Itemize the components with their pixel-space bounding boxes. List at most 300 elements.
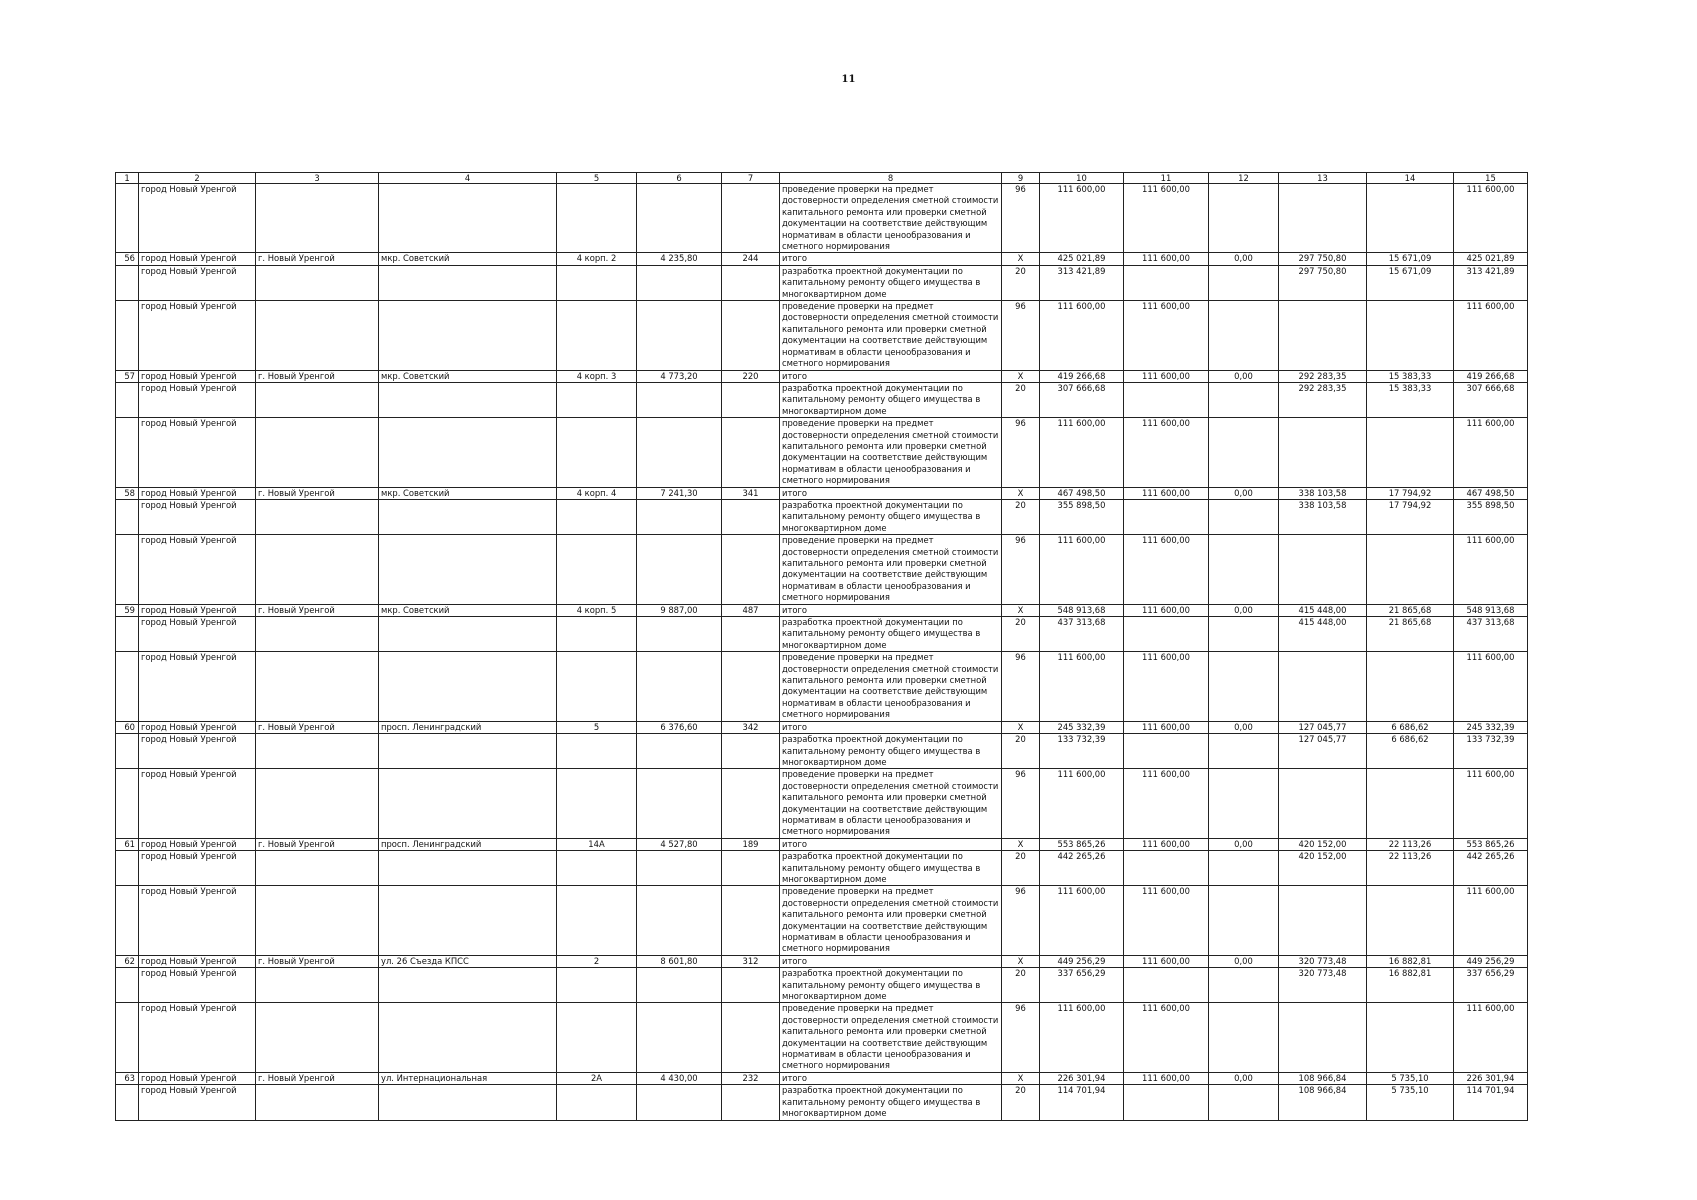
row-number-cell: 62 bbox=[116, 955, 139, 967]
area-cell bbox=[637, 301, 722, 370]
area-cell bbox=[637, 617, 722, 652]
street-cell bbox=[379, 265, 557, 300]
area-cell bbox=[637, 499, 722, 534]
amount-12-cell bbox=[1209, 1003, 1279, 1072]
amount-11-cell bbox=[1124, 499, 1209, 534]
amount-11-cell: 111 600,00 bbox=[1124, 1072, 1209, 1084]
amount-13-cell: 338 103,58 bbox=[1279, 499, 1367, 534]
table-row-detail bbox=[116, 851, 1528, 886]
amount-11-cell: 111 600,00 bbox=[1124, 769, 1209, 838]
row-number-cell: 63 bbox=[116, 1072, 139, 1084]
code-cell: X bbox=[1002, 253, 1040, 265]
street-cell bbox=[379, 301, 557, 370]
area-cell: 4 430,00 bbox=[637, 1072, 722, 1084]
amount-13-cell: 297 750,80 bbox=[1279, 253, 1367, 265]
area-cell bbox=[637, 535, 722, 604]
row-number-cell: 60 bbox=[116, 721, 139, 733]
total-cost-cell: 111 600,00 bbox=[1040, 886, 1124, 955]
locality-cell bbox=[256, 617, 379, 652]
locality-cell bbox=[256, 499, 379, 534]
locality-cell bbox=[256, 652, 379, 721]
table-row-total bbox=[116, 1072, 1528, 1084]
amount-13-cell: 108 966,84 bbox=[1279, 1072, 1367, 1084]
amount-15-cell: 245 332,39 bbox=[1454, 721, 1528, 733]
work-type-cell: разработка проектной документации по капитальному ремонту общего имущества в многоквартирном доме bbox=[780, 382, 1002, 417]
municipality-cell: город Новый Уренгой bbox=[139, 370, 256, 382]
area-cell bbox=[637, 851, 722, 886]
amount-12-cell bbox=[1209, 734, 1279, 769]
locality-cell bbox=[256, 851, 379, 886]
amount-12-cell bbox=[1209, 265, 1279, 300]
total-cost-cell: 111 600,00 bbox=[1040, 1003, 1124, 1072]
amount-11-cell: 111 600,00 bbox=[1124, 604, 1209, 616]
total-cost-cell: 337 656,29 bbox=[1040, 968, 1124, 1003]
code-cell: 96 bbox=[1002, 184, 1040, 253]
municipality-cell: город Новый Уренгой bbox=[139, 734, 256, 769]
amount-14-cell bbox=[1367, 418, 1454, 487]
col-header-3: 3 bbox=[256, 173, 379, 184]
amount-15-cell: 114 701,94 bbox=[1454, 1085, 1528, 1120]
amount-15-cell: 111 600,00 bbox=[1454, 886, 1528, 955]
locality-cell bbox=[256, 1003, 379, 1072]
amount-14-cell: 6 686,62 bbox=[1367, 734, 1454, 769]
amount-13-cell: 420 152,00 bbox=[1279, 838, 1367, 850]
amount-15-cell: 111 600,00 bbox=[1454, 301, 1528, 370]
amount-12-cell bbox=[1209, 535, 1279, 604]
area-cell bbox=[637, 968, 722, 1003]
amount-12-cell: 0,00 bbox=[1209, 604, 1279, 616]
col-header-13: 13 bbox=[1279, 173, 1367, 184]
total-cost-cell: 419 266,68 bbox=[1040, 370, 1124, 382]
work-type-cell: итого bbox=[780, 838, 1002, 850]
street-cell bbox=[379, 968, 557, 1003]
amount-15-cell: 111 600,00 bbox=[1454, 184, 1528, 253]
work-type-cell: проведение проверки на предмет достоверности определения сметной стоимости капитального ремонта или проверки сметной документации на соответствие действующим нормативам в области ценообразования и сметного нормирования bbox=[780, 769, 1002, 838]
table-row-detail bbox=[116, 535, 1528, 604]
row-number-cell bbox=[116, 734, 139, 769]
code-cell: 20 bbox=[1002, 382, 1040, 417]
amount-15-cell: 111 600,00 bbox=[1454, 652, 1528, 721]
amount-12-cell bbox=[1209, 418, 1279, 487]
locality-cell: г. Новый Уренгой bbox=[256, 721, 379, 733]
col-header-8: 8 bbox=[780, 173, 1002, 184]
amount-13-cell bbox=[1279, 418, 1367, 487]
municipality-cell: город Новый Уренгой bbox=[139, 886, 256, 955]
row-number-cell bbox=[116, 265, 139, 300]
amount-13-cell: 297 750,80 bbox=[1279, 265, 1367, 300]
municipality-cell: город Новый Уренгой bbox=[139, 184, 256, 253]
municipality-cell: город Новый Уренгой bbox=[139, 1085, 256, 1120]
amount-14-cell bbox=[1367, 769, 1454, 838]
residents-cell bbox=[722, 499, 780, 534]
locality-cell: г. Новый Уренгой bbox=[256, 604, 379, 616]
residents-cell bbox=[722, 617, 780, 652]
table-row-total bbox=[116, 838, 1528, 850]
street-cell bbox=[379, 1003, 557, 1072]
area-cell bbox=[637, 734, 722, 769]
street-cell: ул. Интернациональная bbox=[379, 1072, 557, 1084]
amount-15-cell: 313 421,89 bbox=[1454, 265, 1528, 300]
residents-cell bbox=[722, 382, 780, 417]
amount-14-cell: 6 686,62 bbox=[1367, 721, 1454, 733]
amount-12-cell: 0,00 bbox=[1209, 955, 1279, 967]
house-number-cell: 4 корп. 4 bbox=[557, 487, 637, 499]
amount-14-cell bbox=[1367, 652, 1454, 721]
code-cell: 96 bbox=[1002, 886, 1040, 955]
residents-cell bbox=[722, 535, 780, 604]
code-cell: 20 bbox=[1002, 1085, 1040, 1120]
locality-cell: г. Новый Уренгой bbox=[256, 370, 379, 382]
residents-cell bbox=[722, 769, 780, 838]
locality-cell bbox=[256, 968, 379, 1003]
area-cell: 4 235,80 bbox=[637, 253, 722, 265]
amount-13-cell: 338 103,58 bbox=[1279, 487, 1367, 499]
code-cell: X bbox=[1002, 955, 1040, 967]
amount-12-cell: 0,00 bbox=[1209, 721, 1279, 733]
amount-13-cell: 127 045,77 bbox=[1279, 721, 1367, 733]
table-row-detail bbox=[116, 382, 1528, 417]
row-number-cell bbox=[116, 769, 139, 838]
house-number-cell bbox=[557, 184, 637, 253]
row-number-cell bbox=[116, 382, 139, 417]
locality-cell bbox=[256, 265, 379, 300]
street-cell bbox=[379, 418, 557, 487]
total-cost-cell: 553 865,26 bbox=[1040, 838, 1124, 850]
amount-15-cell: 553 865,26 bbox=[1454, 838, 1528, 850]
locality-cell bbox=[256, 535, 379, 604]
residents-cell bbox=[722, 1085, 780, 1120]
total-cost-cell: 245 332,39 bbox=[1040, 721, 1124, 733]
work-type-cell: проведение проверки на предмет достоверности определения сметной стоимости капитального ремонта или проверки сметной документации на соответствие действующим нормативам в области ценообразования и сметного нормирования bbox=[780, 535, 1002, 604]
row-number-cell bbox=[116, 617, 139, 652]
municipality-cell: город Новый Уренгой bbox=[139, 652, 256, 721]
table-row-detail bbox=[116, 1003, 1528, 1072]
budget-table bbox=[115, 172, 1528, 1121]
table-row-detail bbox=[116, 652, 1528, 721]
amount-13-cell bbox=[1279, 652, 1367, 721]
table-row-detail bbox=[116, 265, 1528, 300]
amount-14-cell: 15 383,33 bbox=[1367, 382, 1454, 417]
total-cost-cell: 133 732,39 bbox=[1040, 734, 1124, 769]
amount-15-cell: 355 898,50 bbox=[1454, 499, 1528, 534]
col-header-5: 5 bbox=[557, 173, 637, 184]
amount-11-cell: 111 600,00 bbox=[1124, 955, 1209, 967]
amount-11-cell: 111 600,00 bbox=[1124, 184, 1209, 253]
amount-13-cell: 320 773,48 bbox=[1279, 955, 1367, 967]
amount-12-cell bbox=[1209, 886, 1279, 955]
code-cell: X bbox=[1002, 838, 1040, 850]
street-cell bbox=[379, 1085, 557, 1120]
amount-13-cell: 292 283,35 bbox=[1279, 382, 1367, 417]
row-number-cell: 56 bbox=[116, 253, 139, 265]
amount-12-cell: 0,00 bbox=[1209, 253, 1279, 265]
locality-cell: г. Новый Уренгой bbox=[256, 487, 379, 499]
row-number-cell bbox=[116, 652, 139, 721]
house-number-cell bbox=[557, 499, 637, 534]
amount-13-cell: 108 966,84 bbox=[1279, 1085, 1367, 1120]
municipality-cell: город Новый Уренгой bbox=[139, 265, 256, 300]
page-number: 11 bbox=[841, 74, 856, 85]
amount-14-cell: 21 865,68 bbox=[1367, 604, 1454, 616]
amount-13-cell: 415 448,00 bbox=[1279, 604, 1367, 616]
amount-11-cell: 111 600,00 bbox=[1124, 487, 1209, 499]
amount-15-cell: 111 600,00 bbox=[1454, 1003, 1528, 1072]
work-type-cell: итого bbox=[780, 487, 1002, 499]
locality-cell bbox=[256, 1085, 379, 1120]
table-row-detail bbox=[116, 769, 1528, 838]
street-cell: просп. Ленинградский bbox=[379, 721, 557, 733]
amount-14-cell bbox=[1367, 301, 1454, 370]
amount-14-cell: 15 671,09 bbox=[1367, 253, 1454, 265]
row-number-cell: 57 bbox=[116, 370, 139, 382]
amount-12-cell bbox=[1209, 968, 1279, 1003]
residents-cell bbox=[722, 418, 780, 487]
amount-15-cell: 449 256,29 bbox=[1454, 955, 1528, 967]
residents-cell: 487 bbox=[722, 604, 780, 616]
municipality-cell: город Новый Уренгой bbox=[139, 418, 256, 487]
house-number-cell bbox=[557, 382, 637, 417]
amount-15-cell: 425 021,89 bbox=[1454, 253, 1528, 265]
row-number-cell bbox=[116, 1003, 139, 1072]
amount-11-cell: 111 600,00 bbox=[1124, 721, 1209, 733]
amount-11-cell bbox=[1124, 382, 1209, 417]
work-type-cell: проведение проверки на предмет достоверности определения сметной стоимости капитального ремонта или проверки сметной документации на соответствие действующим нормативам в области ценообразования и сметного нормирования bbox=[780, 652, 1002, 721]
area-cell: 8 601,80 bbox=[637, 955, 722, 967]
amount-15-cell: 419 266,68 bbox=[1454, 370, 1528, 382]
code-cell: X bbox=[1002, 721, 1040, 733]
municipality-cell: город Новый Уренгой bbox=[139, 1072, 256, 1084]
area-cell: 4 527,80 bbox=[637, 838, 722, 850]
residents-cell: 220 bbox=[722, 370, 780, 382]
total-cost-cell: 313 421,89 bbox=[1040, 265, 1124, 300]
work-type-cell: итого bbox=[780, 1072, 1002, 1084]
work-type-cell: проведение проверки на предмет достоверности определения сметной стоимости капитального ремонта или проверки сметной документации на соответствие действующим нормативам в области ценообразования и сметного нормирования bbox=[780, 886, 1002, 955]
municipality-cell: город Новый Уренгой bbox=[139, 487, 256, 499]
house-number-cell: 4 корп. 2 bbox=[557, 253, 637, 265]
house-number-cell bbox=[557, 535, 637, 604]
amount-13-cell bbox=[1279, 301, 1367, 370]
amount-15-cell: 111 600,00 bbox=[1454, 535, 1528, 604]
amount-14-cell bbox=[1367, 1003, 1454, 1072]
code-cell: 96 bbox=[1002, 418, 1040, 487]
municipality-cell: город Новый Уренгой bbox=[139, 301, 256, 370]
amount-14-cell: 22 113,26 bbox=[1367, 851, 1454, 886]
amount-14-cell: 21 865,68 bbox=[1367, 617, 1454, 652]
amount-15-cell: 337 656,29 bbox=[1454, 968, 1528, 1003]
total-cost-cell: 467 498,50 bbox=[1040, 487, 1124, 499]
municipality-cell: город Новый Уренгой bbox=[139, 851, 256, 886]
total-cost-cell: 425 021,89 bbox=[1040, 253, 1124, 265]
area-cell bbox=[637, 382, 722, 417]
table-row-detail bbox=[116, 1085, 1528, 1120]
amount-12-cell bbox=[1209, 1085, 1279, 1120]
area-cell bbox=[637, 184, 722, 253]
table-row-detail bbox=[116, 886, 1528, 955]
amount-11-cell bbox=[1124, 617, 1209, 652]
street-cell bbox=[379, 886, 557, 955]
municipality-cell: город Новый Уренгой bbox=[139, 968, 256, 1003]
table-row-total bbox=[116, 253, 1528, 265]
work-type-cell: проведение проверки на предмет достоверности определения сметной стоимости капитального ремонта или проверки сметной документации на соответствие действующим нормативам в области ценообразования и сметного нормирования bbox=[780, 418, 1002, 487]
residents-cell bbox=[722, 968, 780, 1003]
amount-13-cell: 292 283,35 bbox=[1279, 370, 1367, 382]
amount-12-cell bbox=[1209, 652, 1279, 721]
amount-12-cell bbox=[1209, 769, 1279, 838]
amount-11-cell: 111 600,00 bbox=[1124, 652, 1209, 721]
table-body bbox=[116, 184, 1528, 1121]
house-number-cell: 2А bbox=[557, 1072, 637, 1084]
work-type-cell: итого bbox=[780, 253, 1002, 265]
amount-12-cell bbox=[1209, 382, 1279, 417]
code-cell: 20 bbox=[1002, 851, 1040, 886]
house-number-cell bbox=[557, 769, 637, 838]
total-cost-cell: 111 600,00 bbox=[1040, 184, 1124, 253]
amount-11-cell: 111 600,00 bbox=[1124, 1003, 1209, 1072]
locality-cell: г. Новый Уренгой bbox=[256, 253, 379, 265]
row-number-cell bbox=[116, 301, 139, 370]
amount-15-cell: 307 666,68 bbox=[1454, 382, 1528, 417]
area-cell bbox=[637, 265, 722, 300]
amount-11-cell: 111 600,00 bbox=[1124, 535, 1209, 604]
locality-cell bbox=[256, 734, 379, 769]
amount-14-cell: 22 113,26 bbox=[1367, 838, 1454, 850]
municipality-cell: город Новый Уренгой bbox=[139, 838, 256, 850]
area-cell bbox=[637, 886, 722, 955]
table-row-detail bbox=[116, 734, 1528, 769]
amount-14-cell bbox=[1367, 535, 1454, 604]
amount-13-cell bbox=[1279, 184, 1367, 253]
total-cost-cell: 355 898,50 bbox=[1040, 499, 1124, 534]
work-type-cell: проведение проверки на предмет достоверности определения сметной стоимости капитального ремонта или проверки сметной документации на соответствие действующим нормативам в области ценообразования и сметного нормирования bbox=[780, 184, 1002, 253]
table-row-total bbox=[116, 721, 1528, 733]
budget-table-container bbox=[115, 172, 1527, 1121]
street-cell: ул. 26 Съезда КПСС bbox=[379, 955, 557, 967]
row-number-cell bbox=[116, 1085, 139, 1120]
locality-cell: г. Новый Уренгой bbox=[256, 955, 379, 967]
amount-11-cell bbox=[1124, 734, 1209, 769]
house-number-cell bbox=[557, 851, 637, 886]
residents-cell bbox=[722, 886, 780, 955]
locality-cell bbox=[256, 382, 379, 417]
locality-cell bbox=[256, 184, 379, 253]
table-row-detail bbox=[116, 418, 1528, 487]
code-cell: 20 bbox=[1002, 617, 1040, 652]
residents-cell: 189 bbox=[722, 838, 780, 850]
residents-cell bbox=[722, 652, 780, 721]
code-cell: 96 bbox=[1002, 1003, 1040, 1072]
amount-12-cell bbox=[1209, 184, 1279, 253]
work-type-cell: итого bbox=[780, 604, 1002, 616]
area-cell: 9 887,00 bbox=[637, 604, 722, 616]
house-number-cell bbox=[557, 886, 637, 955]
work-type-cell: итого bbox=[780, 955, 1002, 967]
house-number-cell bbox=[557, 652, 637, 721]
amount-13-cell: 320 773,48 bbox=[1279, 968, 1367, 1003]
house-number-cell bbox=[557, 265, 637, 300]
street-cell: мкр. Советский bbox=[379, 370, 557, 382]
municipality-cell: город Новый Уренгой bbox=[139, 617, 256, 652]
row-number-cell bbox=[116, 535, 139, 604]
house-number-cell bbox=[557, 734, 637, 769]
house-number-cell bbox=[557, 418, 637, 487]
residents-cell bbox=[722, 301, 780, 370]
area-cell: 4 773,20 bbox=[637, 370, 722, 382]
code-cell: 20 bbox=[1002, 265, 1040, 300]
house-number-cell bbox=[557, 968, 637, 1003]
row-number-cell bbox=[116, 184, 139, 253]
amount-12-cell: 0,00 bbox=[1209, 487, 1279, 499]
work-type-cell: итого bbox=[780, 370, 1002, 382]
residents-cell bbox=[722, 184, 780, 253]
amount-13-cell: 415 448,00 bbox=[1279, 617, 1367, 652]
code-cell: X bbox=[1002, 1072, 1040, 1084]
table-row-total bbox=[116, 604, 1528, 616]
amount-13-cell bbox=[1279, 769, 1367, 838]
table-row-detail bbox=[116, 301, 1528, 370]
house-number-cell: 5 bbox=[557, 721, 637, 733]
amount-14-cell: 17 794,92 bbox=[1367, 499, 1454, 534]
row-number-cell bbox=[116, 851, 139, 886]
locality-cell bbox=[256, 418, 379, 487]
area-cell bbox=[637, 769, 722, 838]
amount-11-cell bbox=[1124, 265, 1209, 300]
amount-12-cell: 0,00 bbox=[1209, 1072, 1279, 1084]
house-number-cell bbox=[557, 617, 637, 652]
row-number-cell bbox=[116, 968, 139, 1003]
col-header-7: 7 bbox=[722, 173, 780, 184]
amount-13-cell: 420 152,00 bbox=[1279, 851, 1367, 886]
amount-14-cell: 5 735,10 bbox=[1367, 1085, 1454, 1120]
amount-14-cell bbox=[1367, 184, 1454, 253]
amount-11-cell: 111 600,00 bbox=[1124, 253, 1209, 265]
house-number-cell bbox=[557, 1085, 637, 1120]
area-cell bbox=[637, 418, 722, 487]
locality-cell: г. Новый Уренгой bbox=[256, 1072, 379, 1084]
residents-cell bbox=[722, 1003, 780, 1072]
col-header-6: 6 bbox=[637, 173, 722, 184]
col-header-12: 12 bbox=[1209, 173, 1279, 184]
table-row-detail bbox=[116, 968, 1528, 1003]
municipality-cell: город Новый Уренгой bbox=[139, 535, 256, 604]
amount-11-cell: 111 600,00 bbox=[1124, 418, 1209, 487]
amount-14-cell: 16 882,81 bbox=[1367, 968, 1454, 1003]
table-row-detail bbox=[116, 184, 1528, 253]
amount-14-cell: 16 882,81 bbox=[1367, 955, 1454, 967]
amount-15-cell: 226 301,94 bbox=[1454, 1072, 1528, 1084]
municipality-cell: город Новый Уренгой bbox=[139, 499, 256, 534]
total-cost-cell: 111 600,00 bbox=[1040, 535, 1124, 604]
house-number-cell bbox=[557, 301, 637, 370]
house-number-cell: 2 bbox=[557, 955, 637, 967]
code-cell: 96 bbox=[1002, 769, 1040, 838]
code-cell: X bbox=[1002, 487, 1040, 499]
table-row-detail bbox=[116, 617, 1528, 652]
col-header-4: 4 bbox=[379, 173, 557, 184]
code-cell: 20 bbox=[1002, 968, 1040, 1003]
amount-14-cell: 15 383,33 bbox=[1367, 370, 1454, 382]
municipality-cell: город Новый Уренгой bbox=[139, 769, 256, 838]
street-cell bbox=[379, 499, 557, 534]
amount-14-cell: 15 671,09 bbox=[1367, 265, 1454, 300]
residents-cell: 244 bbox=[722, 253, 780, 265]
street-cell: мкр. Советский bbox=[379, 253, 557, 265]
municipality-cell: город Новый Уренгой bbox=[139, 721, 256, 733]
locality-cell bbox=[256, 769, 379, 838]
work-type-cell: разработка проектной документации по капитальному ремонту общего имущества в многоквартирном доме bbox=[780, 499, 1002, 534]
amount-14-cell: 5 735,10 bbox=[1367, 1072, 1454, 1084]
work-type-cell: проведение проверки на предмет достоверности определения сметной стоимости капитального ремонта или проверки сметной документации на соответствие действующим нормативам в области ценообразования и сметного нормирования bbox=[780, 1003, 1002, 1072]
street-cell bbox=[379, 184, 557, 253]
